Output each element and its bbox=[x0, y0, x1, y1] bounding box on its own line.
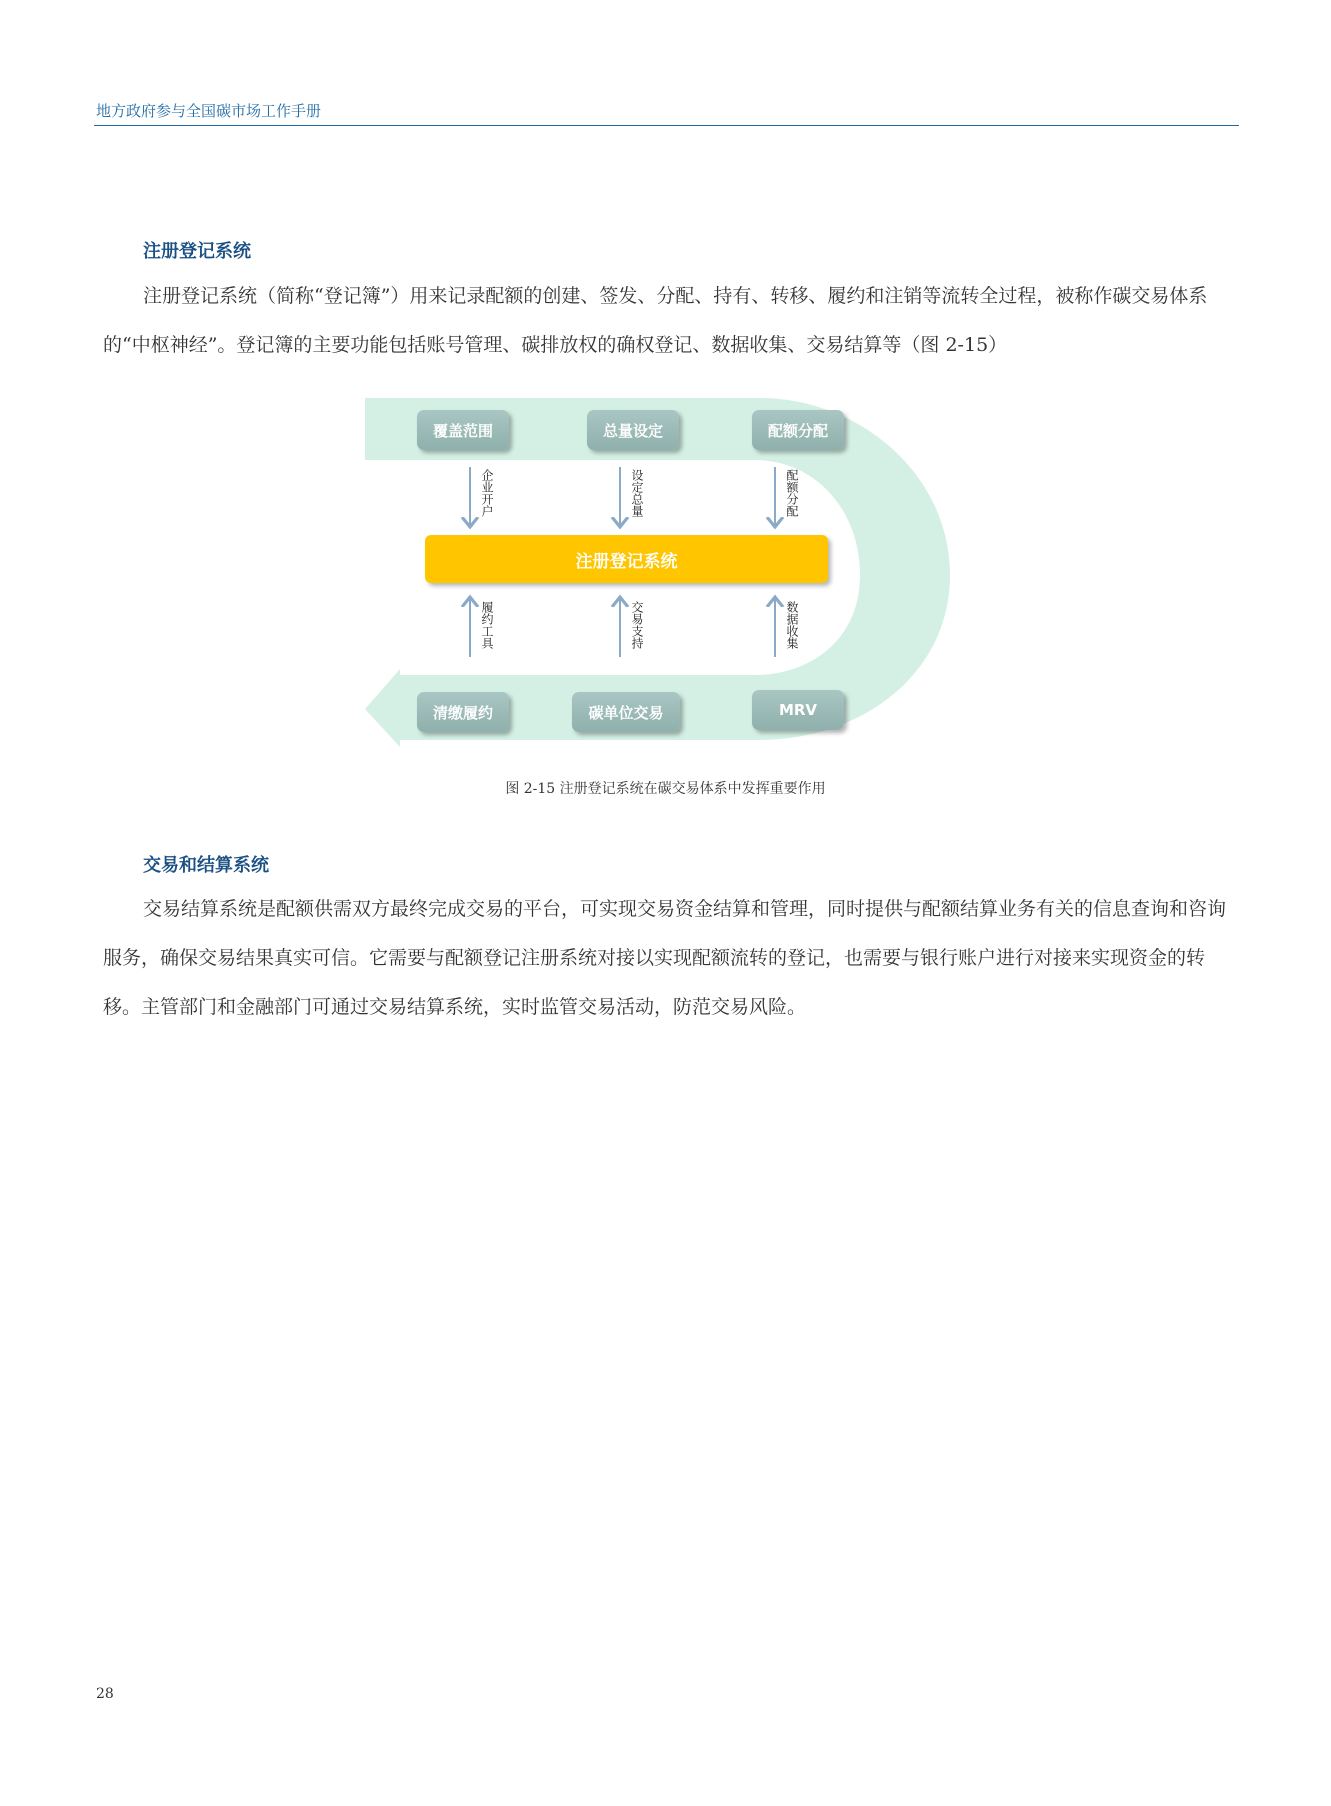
label-compliance-tool: 履约工具 bbox=[480, 601, 494, 649]
figure-caption: 图 2-15 注册登记系统在碳交易体系中发挥重要作用 bbox=[505, 781, 826, 797]
page-number: 28 bbox=[96, 1686, 114, 1702]
box-mrv: MRV bbox=[752, 690, 844, 730]
header-rule bbox=[94, 125, 1239, 126]
box-coverage-scope: 覆盖范围 bbox=[417, 410, 509, 450]
box-cap-setting: 总量设定 bbox=[587, 410, 679, 450]
paragraph-registry: 注册登记系统（简称“登记簿”）用来记录配额的创建、签发、分配、持有、转移、履约和注销等流转全过程，被称作碳交易体系的“中枢神经”。登记簿的主要功能包括账号管理、碳排放权的确权登记、数据收集、交易结算等（图 2-15） bbox=[103, 285, 1208, 356]
section-heading-registry: 注册登记系统 bbox=[143, 241, 251, 262]
label-account-opening: 企业开户 bbox=[480, 469, 494, 517]
section-heading-trading: 交易和结算系统 bbox=[143, 855, 269, 876]
box-carbon-unit-trading: 碳单位交易 bbox=[572, 692, 680, 732]
label-trading-support: 交易支持 bbox=[630, 601, 644, 649]
box-surrender-compliance: 清缴履约 bbox=[417, 692, 509, 732]
running-header: 地方政府参与全国碳市场工作手册 bbox=[96, 102, 322, 120]
box-allocation: 配额分配 bbox=[752, 410, 844, 450]
label-set-cap: 设定总量 bbox=[630, 469, 644, 517]
paragraph-trading: 交易结算系统是配额供需双方最终完成交易的平台，可实现交易资金结算和管理，同时提供与配额结算业务有关的信息查询和咨询服务，确保交易结果真实可信。它需要与配额登记注册系统对接以实现配额流转的登记，也需要与银行账户进行对接来实现资金的转移。主管部门和金融部门可通过交易结算系统，实时监管交易活动，防范交易风险。 bbox=[103, 898, 1227, 1018]
registry-diagram bbox=[360, 395, 970, 750]
box-registry-system: 注册登记系统 bbox=[425, 535, 828, 583]
label-allocate: 配额分配 bbox=[785, 469, 799, 517]
label-data-collection: 数据收集 bbox=[785, 601, 799, 649]
